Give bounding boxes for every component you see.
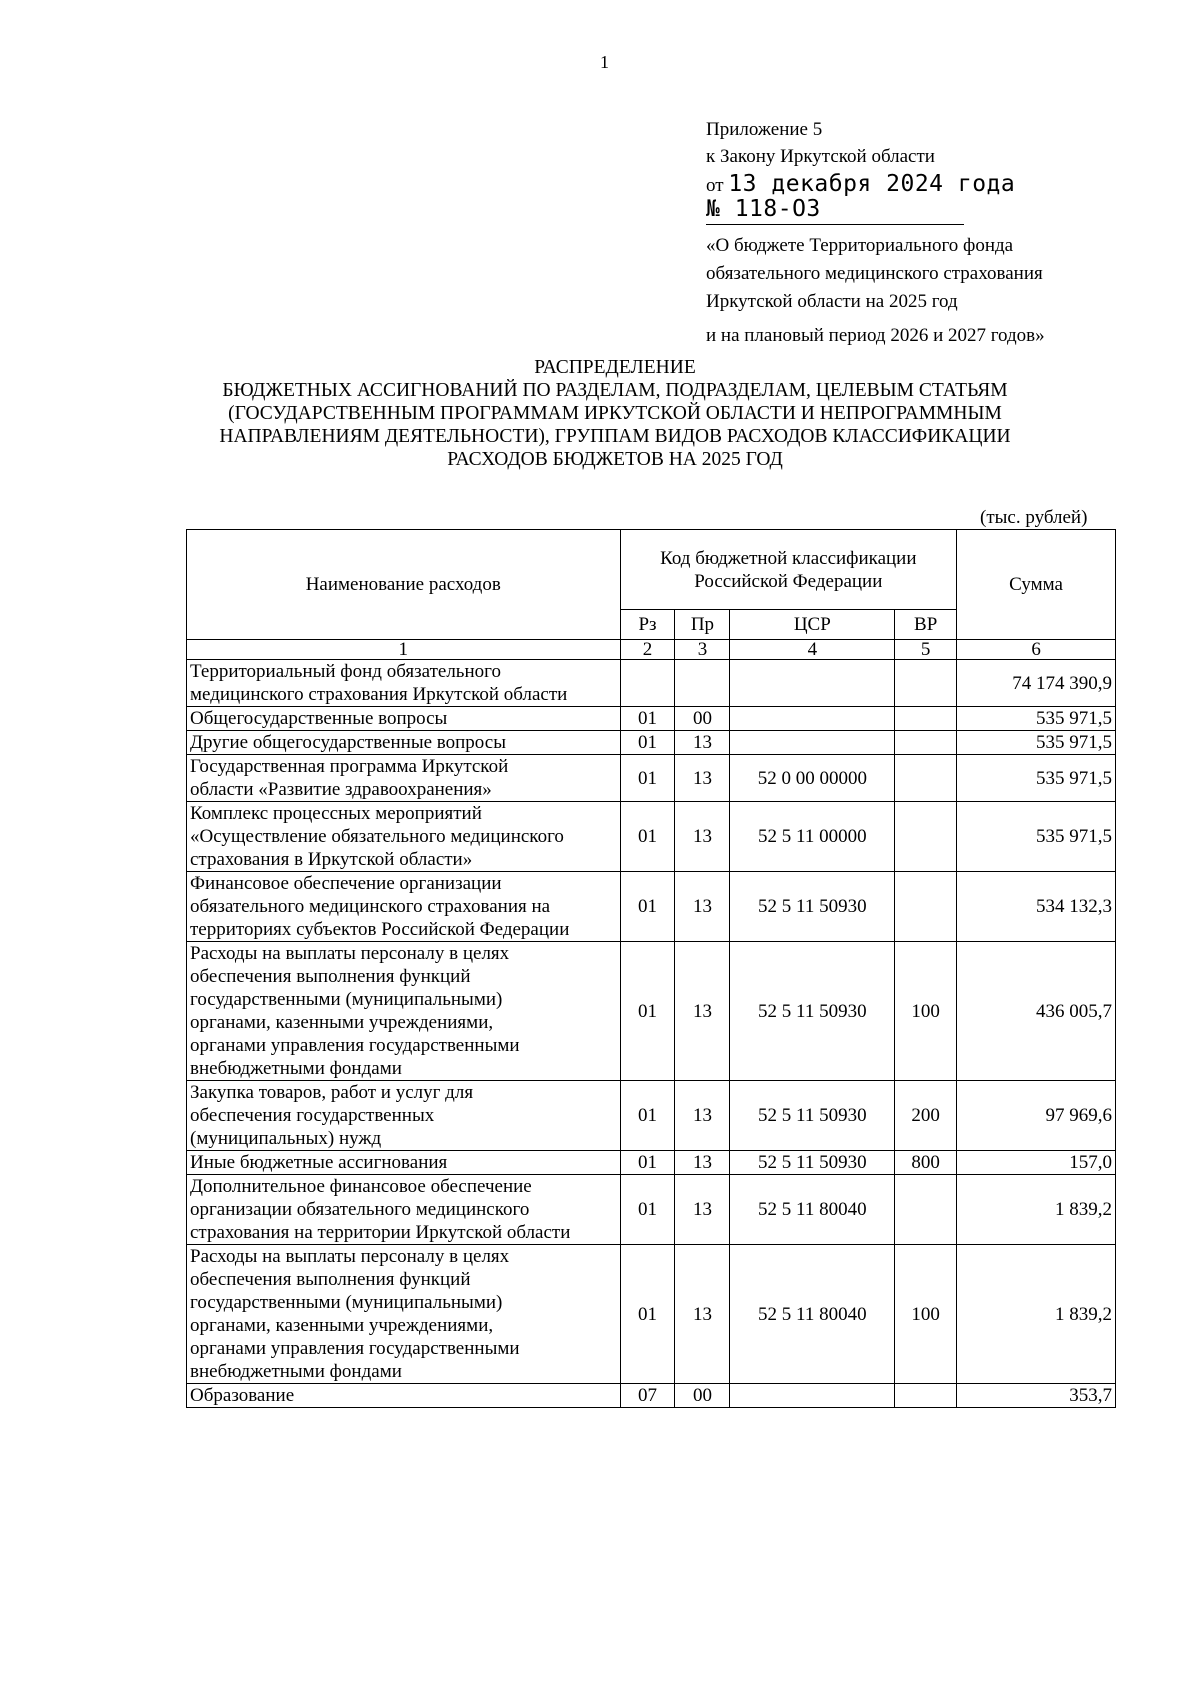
cell-name	[187, 1081, 621, 1151]
cell-rz: 07	[620, 1384, 675, 1408]
cell-name-line: Государственная программа Иркутской	[190, 756, 509, 777]
cell-name-line: обеспечения выполнения функций	[190, 1269, 471, 1290]
cell-vr	[895, 755, 957, 802]
cell-sum: 535 971,5	[957, 802, 1116, 872]
cell-name-line: органами управления государственными	[190, 1338, 520, 1359]
cell-name-line: страхования в Иркутской области»	[190, 849, 473, 870]
cell-csr: 52 5 11 50930	[730, 872, 895, 942]
header-vr: ВР	[895, 610, 957, 640]
cell-name-line: органами, казенными учреждениями,	[190, 1012, 494, 1033]
cell-rz: 01	[620, 1151, 675, 1175]
heading-line: НАПРАВЛЕНИЯМ ДЕЯТЕЛЬНОСТИ), ГРУППАМ ВИДОВ РАСХОДОВ КЛАССИФИКАЦИИ	[219, 426, 1011, 447]
annex-date-line	[706, 172, 1045, 198]
header-code-group	[620, 530, 957, 610]
cell-vr: 100	[895, 1245, 957, 1384]
header-csr: ЦСР	[730, 610, 895, 640]
header-code-line: Российской Федерации	[694, 570, 883, 592]
cell-pr: 13	[675, 1245, 730, 1384]
cell-vr: 200	[895, 1081, 957, 1151]
annex-subject-line: «О бюджете Территориального фонда	[706, 235, 1014, 256]
header-sum: Сумма	[957, 530, 1116, 640]
cell-name-line: страхования на территории Иркутской области	[190, 1222, 571, 1243]
table-row	[187, 1245, 1116, 1384]
cell-pr: 13	[675, 1151, 730, 1175]
cell-vr	[895, 660, 957, 707]
cell-pr: 13	[675, 802, 730, 872]
table-row	[187, 707, 1116, 731]
cell-name-line: обязательного медицинского страхования на	[190, 896, 551, 917]
cell-name-line: (муниципальных) нужд	[190, 1128, 382, 1149]
table-row	[187, 1081, 1116, 1151]
cell-csr: 52 5 11 50930	[730, 1151, 895, 1175]
budget-table	[186, 529, 1116, 1408]
heading-line: (ГОСУДАРСТВЕННЫМ ПРОГРАММАМ ИРКУТСКОЙ ОБЛАСТИ И НЕПРОГРАММНЫМ	[228, 403, 1002, 424]
cell-name-line: области «Развитие здравоохранения»	[190, 779, 492, 800]
cell-name-line: Территориальный фонд обязательного	[190, 661, 501, 682]
column-number: 6	[957, 640, 1116, 660]
cell-csr	[730, 1384, 895, 1408]
cell-rz: 01	[620, 872, 675, 942]
table-row	[187, 1384, 1116, 1408]
annex-number-line	[706, 198, 964, 225]
cell-pr: 00	[675, 707, 730, 731]
cell-name-line: органами, казенными учреждениями,	[190, 1315, 494, 1336]
cell-name	[187, 1384, 621, 1408]
cell-name	[187, 707, 621, 731]
cell-name-line: обеспечения выполнения функций	[190, 966, 471, 987]
cell-sum: 353,7	[957, 1384, 1116, 1408]
document-heading	[150, 356, 1080, 471]
cell-rz: 01	[620, 1245, 675, 1384]
cell-vr	[895, 872, 957, 942]
cell-sum: 97 969,6	[957, 1081, 1116, 1151]
header-pr: Пр	[675, 610, 730, 640]
annex-title: Приложение 5	[706, 119, 823, 140]
cell-sum: 534 132,3	[957, 872, 1116, 942]
cell-csr	[730, 707, 895, 731]
column-number-row	[187, 640, 1116, 660]
cell-csr: 52 0 00 00000	[730, 755, 895, 802]
cell-name-line: Иные бюджетные ассигнования	[190, 1152, 448, 1173]
header-name: Наименование расходов	[187, 530, 621, 640]
annex-date-prefix: от	[706, 175, 724, 196]
cell-pr: 13	[675, 872, 730, 942]
cell-name-line: Расходы на выплаты персоналу в целях	[190, 943, 510, 964]
cell-pr: 13	[675, 942, 730, 1081]
table-row	[187, 660, 1116, 707]
cell-name	[187, 731, 621, 755]
cell-rz: 01	[620, 1175, 675, 1245]
cell-csr: 52 5 11 50930	[730, 1081, 895, 1151]
cell-sum: 535 971,5	[957, 731, 1116, 755]
cell-name-line: территориях субъектов Российской Федерации	[190, 919, 570, 940]
heading-line: БЮДЖЕТНЫХ АССИГНОВАНИЙ ПО РАЗДЕЛАМ, ПОДРАЗДЕЛАМ, ЦЕЛЕВЫМ СТАТЬЯМ	[222, 380, 1008, 401]
cell-name-line: обеспечения государственных	[190, 1105, 435, 1126]
cell-name	[187, 660, 621, 707]
cell-rz: 01	[620, 1081, 675, 1151]
annex-subject-line: обязательного медицинского страхования	[706, 263, 1043, 284]
cell-name-line: органами управления государственными	[190, 1035, 520, 1056]
cell-vr	[895, 707, 957, 731]
cell-rz: 01	[620, 755, 675, 802]
cell-name-line: Закупка товаров, работ и услуг для	[190, 1082, 474, 1103]
table-row	[187, 942, 1116, 1081]
cell-name	[187, 942, 621, 1081]
cell-pr: 00	[675, 1384, 730, 1408]
annex-date: 13 декабря 2024 года	[728, 171, 1016, 197]
cell-name	[187, 1245, 621, 1384]
column-number: 1	[187, 640, 621, 660]
cell-rz: 01	[620, 802, 675, 872]
cell-pr: 13	[675, 1175, 730, 1245]
cell-vr: 800	[895, 1151, 957, 1175]
cell-name-line: Финансовое обеспечение организации	[190, 873, 502, 894]
cell-pr: 13	[675, 1081, 730, 1151]
cell-sum: 535 971,5	[957, 755, 1116, 802]
cell-pr	[675, 660, 730, 707]
heading-line: РАСХОДОВ БЮДЖЕТОВ НА 2025 ГОД	[447, 449, 783, 470]
cell-csr: 52 5 11 80040	[730, 1175, 895, 1245]
cell-name-line: Дополнительное финансовое обеспечение	[190, 1176, 532, 1197]
cell-vr	[895, 802, 957, 872]
page-number: 1	[600, 52, 609, 72]
cell-sum: 535 971,5	[957, 707, 1116, 731]
cell-name-line: государственными (муниципальными)	[190, 1292, 503, 1313]
cell-name-line: Расходы на выплаты персоналу в целях	[190, 1246, 510, 1267]
cell-name-line: медицинского страхования Иркутской области	[190, 684, 568, 705]
cell-sum: 157,0	[957, 1151, 1116, 1175]
cell-csr	[730, 731, 895, 755]
cell-name	[187, 1151, 621, 1175]
annex-number: № 118-ОЗ	[706, 196, 821, 222]
units-label: (тыс. рублей)	[980, 507, 1088, 528]
column-number: 4	[730, 640, 895, 660]
heading-line: РАСПРЕДЕЛЕНИЕ	[534, 357, 696, 378]
header-code-line: Код бюджетной классификации	[660, 547, 917, 569]
cell-rz	[620, 660, 675, 707]
cell-name-line: Другие общегосударственные вопросы	[190, 732, 506, 753]
header-rz: Рз	[620, 610, 675, 640]
cell-name	[187, 872, 621, 942]
table-row	[187, 1151, 1116, 1175]
cell-name-line: «Осуществление обязательного медицинского	[190, 826, 564, 847]
table-row	[187, 731, 1116, 755]
cell-name	[187, 1175, 621, 1245]
cell-vr	[895, 1384, 957, 1408]
cell-name	[187, 802, 621, 872]
cell-rz: 01	[620, 707, 675, 731]
cell-csr: 52 5 11 80040	[730, 1245, 895, 1384]
cell-sum: 1 839,2	[957, 1175, 1116, 1245]
annex-block	[706, 116, 1045, 350]
cell-vr: 100	[895, 942, 957, 1081]
cell-name	[187, 755, 621, 802]
cell-name-line: внебюджетными фондами	[190, 1058, 402, 1079]
cell-sum: 74 174 390,9	[957, 660, 1116, 707]
cell-pr: 13	[675, 755, 730, 802]
cell-sum: 1 839,2	[957, 1245, 1116, 1384]
cell-rz: 01	[620, 942, 675, 1081]
table-row	[187, 1175, 1116, 1245]
table-row	[187, 755, 1116, 802]
cell-vr	[895, 731, 957, 755]
cell-name-line: Комплекс процессных мероприятий	[190, 803, 482, 824]
annex-subject-line: и на плановый период 2026 и 2027 годов»	[706, 325, 1045, 346]
cell-name-line: внебюджетными фондами	[190, 1361, 402, 1382]
cell-sum: 436 005,7	[957, 942, 1116, 1081]
cell-csr: 52 5 11 50930	[730, 942, 895, 1081]
column-number: 3	[675, 640, 730, 660]
cell-name-line: организации обязательного медицинского	[190, 1199, 530, 1220]
cell-name-line: Общегосударственные вопросы	[190, 708, 448, 729]
cell-name-line: Образование	[190, 1385, 295, 1406]
annex-law: к Закону Иркутской области	[706, 146, 935, 167]
cell-pr: 13	[675, 731, 730, 755]
cell-vr	[895, 1175, 957, 1245]
table-row	[187, 872, 1116, 942]
cell-csr	[730, 660, 895, 707]
annex-subject-line: Иркутской области на 2025 год	[706, 291, 958, 312]
column-number: 5	[895, 640, 957, 660]
table-row	[187, 802, 1116, 872]
cell-name-line: государственными (муниципальными)	[190, 989, 503, 1010]
column-number: 2	[620, 640, 675, 660]
cell-csr: 52 5 11 00000	[730, 802, 895, 872]
cell-rz: 01	[620, 731, 675, 755]
